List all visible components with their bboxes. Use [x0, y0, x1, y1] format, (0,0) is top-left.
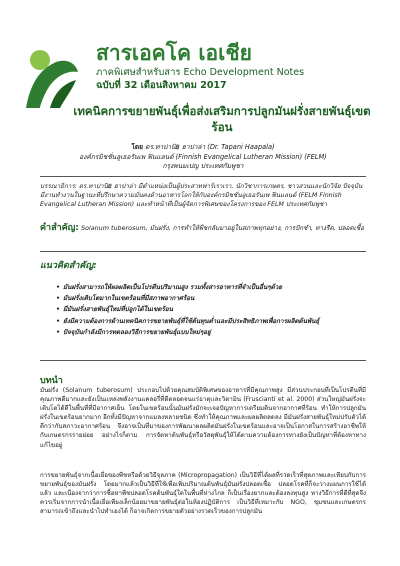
divider-box-bottom	[40, 360, 366, 361]
editor-note: บรรณาธิการ: ดร.ทาปานิ฿ ฮาปาล่า มีตำแหน่งเป็นผู้ประสาทฟาร์เราเรา, นักวิชาการเกษตร, ชาวสวนและนักวิจัย ปัจจุบันมีงานทำงานในฐานะที่ปรึกษาความมั่นคงด้านอาหารโลกให้กับองค์กรมิชชั่นลูเธอรันเพ ฟินแลนด์ (FELM Finnish Evangelical Lutheran Mission) และทำหน้าที่เป็นผู้จัดการพิเศษของโครงการของ FELM ประเทศกัมพูชา	[40, 183, 363, 209]
introduction-heading: บทนำ	[40, 376, 63, 386]
author-prefix: โดย	[131, 143, 144, 151]
key-points-list	[56, 283, 346, 339]
author-organization: องค์กรมิชชั่นลูเธอรันเพ ฟินแลนด์ (Finnish Evangelical Lutheran Mission) (FELM)	[79, 152, 327, 161]
keywords-block	[40, 224, 366, 234]
author-name: ดร.ทาปานิ฿ ฮาปาล่า (Dr. Tapani Haapala)	[145, 143, 275, 151]
key-points-heading: แนวคิดสำคัญ:	[40, 261, 97, 271]
divider-top	[40, 176, 366, 177]
list-item	[56, 305, 346, 314]
article-title: เทคนิคการขยายพันธุ์เพื่อส่งเสริมการปลูกมันฝรั่งสายพันธุ์เขตร้อน	[73, 104, 371, 134]
bullet-icon: •	[56, 284, 61, 291]
author-block	[40, 143, 366, 172]
bullet-icon: •	[56, 328, 61, 336]
introduction-paragraph-1: มันฝรั่ง (Solanum tuberosum) ประกอบไปด้วยคุณสมบัติพิเศษของอาหารที่มีคุณภาพสูง มีส่วนประกอบที่เป็นโปรตีนที่มีคุณภาพดีมากและยังเป็นแหล่งพลังงานแคลอรี่ที่ดีตลอดจนแร่ธาตุเเละวิตามิน (Fruscianti et al. 2000) ส่วนใหญ่มันฝรั่งจะเติบโตได้ดีในพื้นที่ที่มีอากาศเย็น โดยในเขตร้อนนั้นมันฝรั่งมักจะเจอปัญหาการเตรียมดินจากอากาศที่ร้อน ทำให้การปลูกมันฝรั่งในเขตร้อนยากมาก อีกทั้งมีปัญหาจากแมลงหลายชนิด ซึ่งทำให้คุณภาพและผลผลิตลดลง มีมันฝรั่งสายพันธุ์ใหม่ปรับตัวได้ดีกว่ากับสภาวะอากาศร้อน จึงอาจเป็นที่มาของการพัฒนาผลผลิตมันฝรั่งในเขตร้อนและอาจเป็นโอกาสในการสร้างอาชีพให้กับเกษตรกรรายย่อย อย่างไรก็ตาม การจัดหาต้นพันธุ์หรือวัสดุพันธุ์ให้ได้ตามความต้องการทางยังเป็นปัญหาที่ต้องหาทางแก้ไขอยู่	[40, 387, 366, 449]
masthead-title: สารเอคโค เอเชีย	[96, 41, 252, 65]
list-item	[56, 294, 346, 303]
echo-asia-logo-icon	[20, 40, 84, 112]
keywords-label: คำสำคัญ:	[40, 223, 79, 233]
key-point-text: มันฝรั่งเติบโตมากในเขตร้อนที่มีสภาพอากาศร้อน	[63, 295, 195, 303]
author-location: กรุงพนมเปญ ประเทศกัมพูชา	[162, 162, 244, 170]
keywords-text: Solanum tuberosum, มันฝรั่ง, การทำให้พืชกลับมาอยู่ในสภาพทุกอย่าง, การปักชำ, ทางรีด, ปลอดเชื้อ	[80, 224, 365, 232]
bullet-icon: •	[56, 306, 61, 314]
introduction-paragraph-2: การขยายพันธุ์จากเนื้อเยื่อของพืชหรือด้วยวิธีจุลภาค (Micropropagation) เป็นวิธีที่ได้ผลที่รวดเร็วที่สุดภาพและเทียบกับการขยายพันธุ์ของมันฝรั่ง โดยมากแล้วเป็นวิธีที่ใช้เพื่อเพิ่มปริมาณต้นพันธุ์มันฝรั่งปลอดเชื้อ ปลอดโรคที่ก็จะวางแผนการใช้ได้แล้ว และเนื่องจากว่าการซื้อหาพืชปลอดโรคต้นพันธุ์ใดในพื้นที่ห่างไกล ก็เป็นเรื่องยากและต้องลงทุนสูง ทางวิธีการที่ดีที่สุดจึงควรเริ่มจากการนำเนื้อเยื่อเพียงเล็กน้อยมาขยายพันธุ์ต่อในห้องปฏิบัติการ เป็นวิธีที่เหมาะกับ NGO, ชุมชนและเกษตรกรสามารถเข้าถึงและนำไปทำเองได้ ก็อาจเกิดการขยายตัวอย่างรวดเร็วของการปลูกมัน	[40, 472, 366, 516]
masthead-subtitle: ภาคพิเศษสำหรับสาร Echo Development Notes	[96, 67, 305, 78]
key-point-text: มันฝรั่งสามารถให้ผลผลิตเป็นโปรตีนปริมาณสูง รวมทั้งสารอาหารที่จำเป็นอื่นๆด้วย	[63, 284, 282, 291]
bullet-icon: •	[56, 317, 61, 325]
list-item	[56, 328, 346, 337]
issue-date: ฉบับที่ 32 เดือนสิงหาคม 2017	[96, 80, 227, 91]
divider-box-top	[40, 251, 366, 252]
key-point-text: ปัจจุบันกำลังมีการทดลองวิธีการขยายพันธุ์แบบใหม่ๆอยู่	[63, 328, 211, 336]
key-point-text: มีมันฝรั่งสายพันธุ์ใหม่ที่ปลูกได้ในเขตร้อน	[63, 306, 173, 314]
bullet-icon: •	[56, 295, 61, 303]
list-item	[56, 283, 346, 292]
masthead	[96, 40, 386, 92]
key-point-text: ยังมีความต้องการด้านเทคนิคการขยายพันธุ์ที่ใช้ต้นทุนต่ำและมีประสิทธิภาพเพื่อการผลิตต้นพันธุ์	[63, 317, 320, 325]
list-item	[56, 317, 346, 326]
